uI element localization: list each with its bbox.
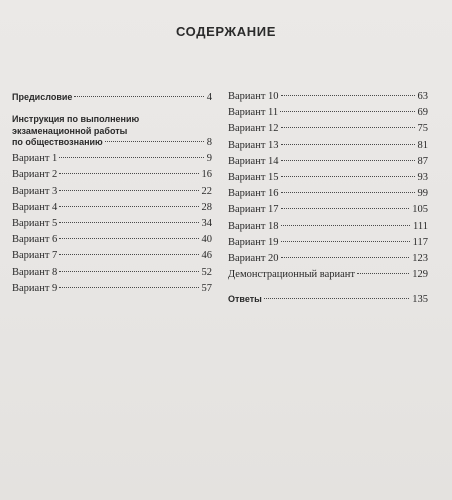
toc-entry-variant: [228, 122, 428, 138]
toc-entry-page: 57: [201, 282, 212, 294]
toc-entry-demo-variant: [228, 268, 428, 284]
toc-entry-page: 135: [412, 294, 428, 306]
dot-leader: [281, 192, 415, 193]
toc-entry-variant: [228, 171, 428, 187]
toc-left-column: [12, 90, 212, 298]
dot-leader: [59, 271, 198, 272]
dot-leader: [281, 208, 410, 209]
toc-entry-page: 34: [201, 217, 212, 229]
toc-entry-page: 99: [417, 188, 428, 200]
toc-entry-label: Вариант 2: [12, 169, 58, 181]
dot-leader: [281, 127, 415, 128]
toc-entry-variant: [12, 201, 212, 217]
toc-entry-variant: [12, 185, 212, 201]
toc-entry-label: Вариант 11: [228, 107, 279, 119]
toc-entry-page: 105: [412, 204, 428, 216]
toc-entry-label: Вариант 9: [12, 282, 58, 294]
toc-entry-page: 123: [412, 252, 428, 264]
toc-entry-label: Вариант 14: [228, 155, 279, 167]
toc-entry-variant: [228, 155, 428, 171]
toc-entry-variant: [12, 168, 212, 184]
toc-entry-page: 75: [417, 123, 428, 135]
toc-entry-variant: [228, 203, 428, 219]
toc-entry-label: Вариант 1: [12, 153, 58, 165]
toc-entry-variant: [228, 139, 428, 155]
dot-leader: [59, 254, 198, 255]
toc-entry-label: Ответы: [228, 294, 262, 305]
dot-leader: [281, 176, 415, 177]
dot-leader: [59, 190, 198, 191]
toc-entry-label: Вариант 17: [228, 204, 279, 216]
toc-entry-variant: [228, 236, 428, 252]
toc-entry-label: Вариант 7: [12, 250, 58, 262]
toc-entry-label: Вариант 8: [12, 266, 58, 278]
toc-entry-page: 28: [201, 201, 212, 213]
toc-entry-page: 46: [201, 250, 212, 262]
dot-leader: [59, 157, 203, 158]
toc-entry-page: 4: [206, 92, 212, 103]
toc-entry-page: 8: [206, 137, 212, 149]
dot-leader: [59, 238, 198, 239]
dot-leader: [281, 144, 415, 145]
toc-entry-label-line: по обществознанию: [12, 137, 103, 148]
toc-entry-variant: [12, 249, 212, 265]
toc-entry-label: Демонстрационный вариант: [228, 269, 355, 281]
dot-leader: [281, 241, 410, 242]
toc-entry-label: Предисловие: [12, 92, 73, 102]
dot-leader: [105, 141, 204, 142]
toc-entry-page: 129: [412, 269, 428, 281]
toc-entry-variant: [228, 106, 428, 122]
toc-entry-page: 117: [412, 236, 428, 248]
toc-entry-variant: [12, 233, 212, 249]
dot-leader: [281, 225, 410, 226]
toc-entry-preface: [12, 90, 212, 106]
toc-entry-variant: [228, 90, 428, 106]
toc-entry-page: 93: [417, 171, 428, 183]
toc-entry-label: Вариант 3: [12, 185, 58, 197]
toc-entry-page: 87: [417, 155, 428, 167]
dot-leader: [59, 173, 198, 174]
toc-entry-variant: [228, 252, 428, 268]
toc-entry-page: 69: [417, 107, 428, 119]
toc-entry-label: Вариант 5: [12, 217, 58, 229]
toc-entry-page: 52: [201, 266, 212, 278]
dot-leader: [74, 96, 203, 97]
toc-entry-label: Вариант 10: [228, 91, 279, 102]
toc-entry-page: 111: [413, 220, 428, 232]
toc-entry-label: Вариант 19: [228, 236, 279, 248]
dot-leader: [281, 257, 410, 258]
dot-leader: [280, 111, 414, 112]
toc-entry-variant: [12, 266, 212, 282]
toc-entry-page: 63: [417, 91, 428, 102]
toc-entry-label: Вариант 13: [228, 139, 279, 151]
toc-entry-label: Вариант 18: [228, 220, 279, 232]
dot-leader: [281, 160, 415, 161]
toc-entry-variant: [12, 217, 212, 233]
dot-leader: [59, 222, 198, 223]
toc-entry-label-line: Инструкция по выполнению: [12, 114, 140, 125]
toc-entry-label: Вариант 12: [228, 123, 279, 135]
toc-entry-page: 9: [206, 153, 212, 165]
toc-entry-label-line: экзаменационной работы: [12, 125, 128, 136]
toc-entry-variant: [228, 187, 428, 203]
toc-entry-variant: [228, 220, 428, 236]
toc-entry-instruction: [12, 114, 212, 151]
toc-entry-variant: [12, 152, 212, 168]
page-title: СОДЕРЖАНИЕ: [176, 24, 276, 39]
toc-entry-page: 22: [201, 185, 212, 197]
toc-entry-label: Вариант 20: [228, 252, 279, 264]
toc-entry-page: 16: [201, 169, 212, 181]
toc-entry-variant: [12, 282, 212, 298]
toc-entry-label: Вариант 16: [228, 188, 279, 200]
toc-entry-page: 81: [417, 139, 428, 151]
dot-leader: [59, 206, 198, 207]
toc-entry-label: Вариант 6: [12, 234, 58, 246]
dot-leader: [264, 298, 409, 299]
toc-entry-label: Вариант 15: [228, 171, 279, 183]
dot-leader: [281, 95, 415, 96]
dot-leader: [59, 287, 198, 288]
toc-entry-answers: [228, 292, 428, 308]
toc-right-column: [228, 90, 428, 308]
toc-entry-page: 40: [201, 234, 212, 246]
toc-entry-label: Вариант 4: [12, 201, 58, 213]
dot-leader: [357, 273, 409, 274]
